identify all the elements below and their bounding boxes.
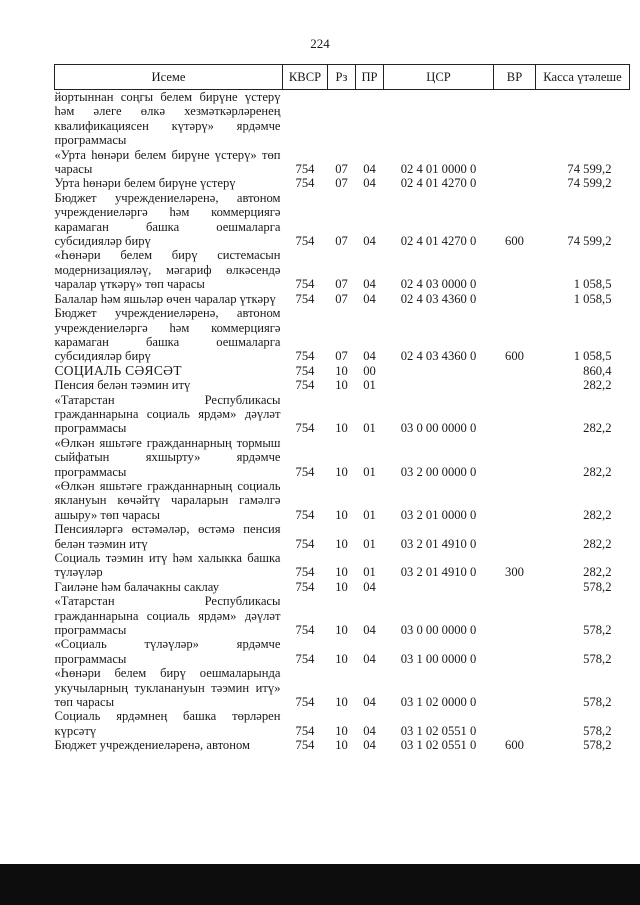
cell-vr	[494, 666, 536, 709]
table-row	[55, 580, 630, 594]
table-row	[55, 637, 630, 666]
cell-vr	[494, 378, 536, 392]
cell-rz: 07	[335, 162, 348, 177]
cell-rz	[328, 90, 356, 148]
table-row	[55, 148, 630, 177]
cell-name: СОЦИАЛЬ СӘЯСӘТ	[54, 362, 182, 378]
cell-vr	[494, 709, 536, 738]
cell-pr: 01	[363, 507, 376, 522]
cell-pr: 04	[363, 623, 376, 638]
cell-name: Бюджет учреждениеләренә, автоном учреждениеләргә һәм коммерциягә карамаган башка оешмаларга субсидияләр бирү	[54, 190, 281, 249]
cell-vr	[494, 364, 536, 378]
cell-pr: 04	[363, 234, 376, 249]
table-header	[55, 65, 630, 90]
cell-pr: 01	[363, 378, 376, 393]
cell-name: «Социаль түләүләр» ярдәмче программасы	[54, 637, 281, 666]
cell-vr	[494, 436, 536, 479]
cell-csr: 03 2 00 0000 0	[400, 464, 477, 479]
cell-vr: 600	[505, 738, 524, 753]
cell-pr: 01	[363, 536, 376, 551]
cell-pr: 04	[363, 651, 376, 666]
cell-kvsr: 754	[295, 651, 315, 666]
cell-pr: 04	[363, 738, 376, 753]
cell-kvsr: 754	[295, 162, 315, 177]
cell-csr	[384, 364, 494, 378]
cell-rz: 10	[335, 464, 348, 479]
cell-kvsr: 754	[295, 349, 315, 364]
table-row	[55, 378, 630, 392]
cell-csr: 03 2 01 0000 0	[400, 507, 477, 522]
cell-csr	[384, 90, 494, 148]
cell-name: Пенсияләргә өстәмәләр, өстәмә пенсия белән тәэмин итү	[54, 522, 281, 551]
cell-kvsr: 754	[295, 623, 315, 638]
cell-vr	[494, 148, 536, 177]
cell-csr: 03 0 00 0000 0	[400, 421, 477, 436]
cell-vr	[494, 637, 536, 666]
cell-name: «Татарстан Республикасы гражданнарына социаль ярдәм» дәүләт программасы	[54, 392, 281, 436]
page-number: 224	[310, 36, 330, 51]
cell-pr: 04	[363, 723, 376, 738]
cell-rz: 10	[335, 507, 348, 522]
table-row	[55, 292, 630, 306]
table-row	[55, 248, 630, 291]
cell-name: «Һөнәри белем бирү оешмаларында укучыларның тукланануын тәэмин итү» төп чарасы	[54, 666, 281, 710]
cell-kassa: 74 599,2	[567, 234, 612, 249]
table-row	[55, 191, 630, 249]
cell-kassa: 578,2	[583, 579, 612, 594]
cell-rz: 10	[335, 623, 348, 638]
cell-kassa: 1 058,5	[573, 291, 612, 306]
table-row	[55, 522, 630, 551]
cell-kassa: 578,2	[583, 695, 612, 710]
cell-csr: 02 4 01 4270 0	[400, 176, 477, 191]
cell-csr: 03 0 00 0000 0	[400, 623, 477, 638]
cell-vr	[494, 292, 536, 306]
cell-kvsr	[283, 90, 328, 148]
table-row	[55, 436, 630, 479]
header-kassa: Касса үтәлеше	[536, 65, 630, 90]
cell-csr	[384, 378, 494, 392]
cell-rz: 07	[335, 349, 348, 364]
cell-csr: 02 4 01 4270 0	[400, 234, 477, 249]
cell-vr	[494, 393, 536, 436]
table-row	[55, 709, 630, 738]
table-row	[55, 176, 630, 190]
cell-kvsr: 754	[295, 464, 315, 479]
cell-vr	[494, 176, 536, 190]
cell-csr: 03 2 01 4910 0	[400, 536, 477, 551]
table-row	[55, 594, 630, 637]
table-row	[55, 479, 630, 522]
table-row	[55, 90, 630, 148]
cell-name: йортыннан соңгы белем бирүне үстерү һәм әлеге өлкә хезмәткәрләренең квалификациясен күтәрү» ярдәмче программасы	[54, 90, 281, 148]
cell-rz: 10	[335, 421, 348, 436]
cell-pr: 04	[363, 349, 376, 364]
cell-kassa: 282,2	[583, 464, 612, 479]
cell-kassa: 282,2	[583, 421, 612, 436]
cell-csr: 03 1 02 0000 0	[400, 695, 477, 710]
cell-name: Бюджет учреждениеләренә, автоном	[54, 738, 250, 753]
cell-csr: 02 4 03 4360 0	[400, 349, 477, 364]
cell-csr: 03 1 02 0551 0	[400, 723, 477, 738]
cell-rz: 10	[335, 536, 348, 551]
cell-name: Социаль тәэмин итү һәм халыкка башка түләүләр	[54, 551, 281, 580]
cell-name: Социаль ярдәмнең башка төрләрен күрсәтү	[54, 709, 281, 738]
cell-csr: 02 4 03 4360 0	[400, 291, 477, 306]
cell-kvsr: 754	[295, 507, 315, 522]
cell-pr: 04	[363, 579, 376, 594]
budget-table	[54, 64, 630, 753]
cell-name: Пенсия белән тәэмин итү	[54, 378, 191, 393]
cell-vr	[494, 594, 536, 637]
cell-vr	[494, 248, 536, 291]
cell-kassa: 282,2	[583, 536, 612, 551]
cell-rz: 07	[335, 176, 348, 191]
header-rz: Рз	[328, 65, 356, 90]
cell-name: «Һөнәри белем бирү системасын модернизацияләү, мәгариф өлкәсендә чаралар үткәрү» төп чарасы	[54, 248, 281, 292]
cell-kvsr: 754	[295, 291, 315, 306]
cell-csr: 02 4 03 0000 0	[400, 277, 477, 292]
cell-rz: 10	[335, 565, 348, 580]
header-csr: ЦСР	[384, 65, 494, 90]
cell-kassa: 578,2	[583, 623, 612, 638]
cell-pr	[356, 90, 384, 148]
cell-name: «Татарстан Республикасы гражданнарына социаль ярдәм» дәүләт программасы	[54, 594, 281, 638]
table-row	[55, 738, 630, 752]
cell-vr: 600	[505, 349, 524, 364]
cell-kvsr: 754	[295, 234, 315, 249]
table-row	[55, 306, 630, 364]
cell-kvsr: 754	[295, 738, 315, 753]
cell-kvsr: 754	[295, 421, 315, 436]
cell-kassa	[536, 90, 630, 148]
cell-kvsr: 754	[295, 723, 315, 738]
cell-rz: 10	[335, 579, 348, 594]
cell-kassa: 860,4	[583, 363, 612, 378]
cell-kvsr: 754	[295, 176, 315, 191]
cell-rz: 10	[335, 651, 348, 666]
header-vr: ВР	[494, 65, 536, 90]
cell-kassa: 578,2	[583, 651, 612, 666]
cell-csr: 03 1 00 0000 0	[400, 651, 477, 666]
cell-name: Гаиләне һәм балачакны саклау	[54, 579, 220, 594]
table-row	[55, 666, 630, 709]
cell-name: «Өлкән яшьтәге гражданнарның социаль яклануын көчәйтү чараларын гамәлгә ашыру» төп чарасы	[54, 478, 281, 522]
table-row	[55, 364, 630, 378]
header-pr: ПР	[356, 65, 384, 90]
cell-kassa: 74 599,2	[567, 176, 612, 191]
cell-pr: 04	[363, 695, 376, 710]
cell-csr: 03 1 02 0551 0	[400, 738, 477, 753]
cell-pr: 04	[363, 162, 376, 177]
cell-pr: 01	[363, 565, 376, 580]
cell-kassa: 74 599,2	[567, 162, 612, 177]
cell-name: «Өлкән яшьтәге гражданнарның тормыш сыйфатын яхшырту» ярдәмче программасы	[54, 435, 281, 479]
cell-vr	[494, 479, 536, 522]
table-row	[55, 551, 630, 580]
cell-kvsr: 754	[295, 363, 315, 378]
table-body	[55, 90, 630, 753]
scan-bottom-edge	[0, 864, 640, 905]
cell-rz: 07	[335, 277, 348, 292]
header-kvsr: КВСР	[283, 65, 328, 90]
cell-kassa: 578,2	[583, 738, 612, 753]
cell-name: Бюджет учреждениеләренә, автоном учреждениеләргә һәм коммерциягә карамаган башка оешмаларга субсидияләр бирү	[54, 306, 281, 364]
cell-csr: 02 4 01 0000 0	[400, 162, 477, 177]
cell-vr: 600	[505, 234, 524, 249]
cell-pr: 01	[363, 464, 376, 479]
cell-csr: 03 2 01 4910 0	[400, 565, 477, 580]
cell-name: «Урта һөнәри белем бирүне үстерү» төп чарасы	[54, 147, 281, 177]
cell-rz: 10	[335, 363, 348, 378]
cell-kassa: 282,2	[583, 378, 612, 393]
cell-rz: 10	[335, 723, 348, 738]
cell-kvsr: 754	[295, 695, 315, 710]
cell-kassa: 1 058,5	[573, 277, 612, 292]
cell-rz: 10	[335, 738, 348, 753]
header-name: Исеме	[55, 65, 283, 90]
cell-vr	[494, 522, 536, 551]
cell-pr: 00	[363, 363, 376, 378]
cell-name: Балалар һәм яшьләр өчен чаралар үткәрү	[54, 291, 276, 306]
cell-vr	[494, 580, 536, 594]
cell-rz: 10	[335, 695, 348, 710]
table-row	[55, 393, 630, 436]
cell-name: Урта һөнәри белем бирүне үстерү	[54, 176, 236, 191]
cell-pr: 04	[363, 176, 376, 191]
cell-csr	[384, 580, 494, 594]
cell-kvsr: 754	[295, 277, 315, 292]
cell-kvsr: 754	[295, 378, 315, 393]
cell-pr: 04	[363, 277, 376, 292]
cell-kvsr: 754	[295, 565, 315, 580]
cell-kassa: 578,2	[583, 723, 612, 738]
cell-rz: 10	[335, 378, 348, 393]
cell-kassa: 282,2	[583, 565, 612, 580]
cell-vr: 300	[505, 565, 524, 580]
cell-kvsr: 754	[295, 536, 315, 551]
cell-kassa: 1 058,5	[573, 349, 612, 364]
cell-rz: 07	[335, 291, 348, 306]
cell-vr	[494, 90, 536, 148]
cell-kvsr: 754	[295, 579, 315, 594]
cell-rz: 07	[335, 234, 348, 249]
cell-pr: 04	[363, 291, 376, 306]
cell-pr: 01	[363, 421, 376, 436]
cell-kassa: 282,2	[583, 507, 612, 522]
